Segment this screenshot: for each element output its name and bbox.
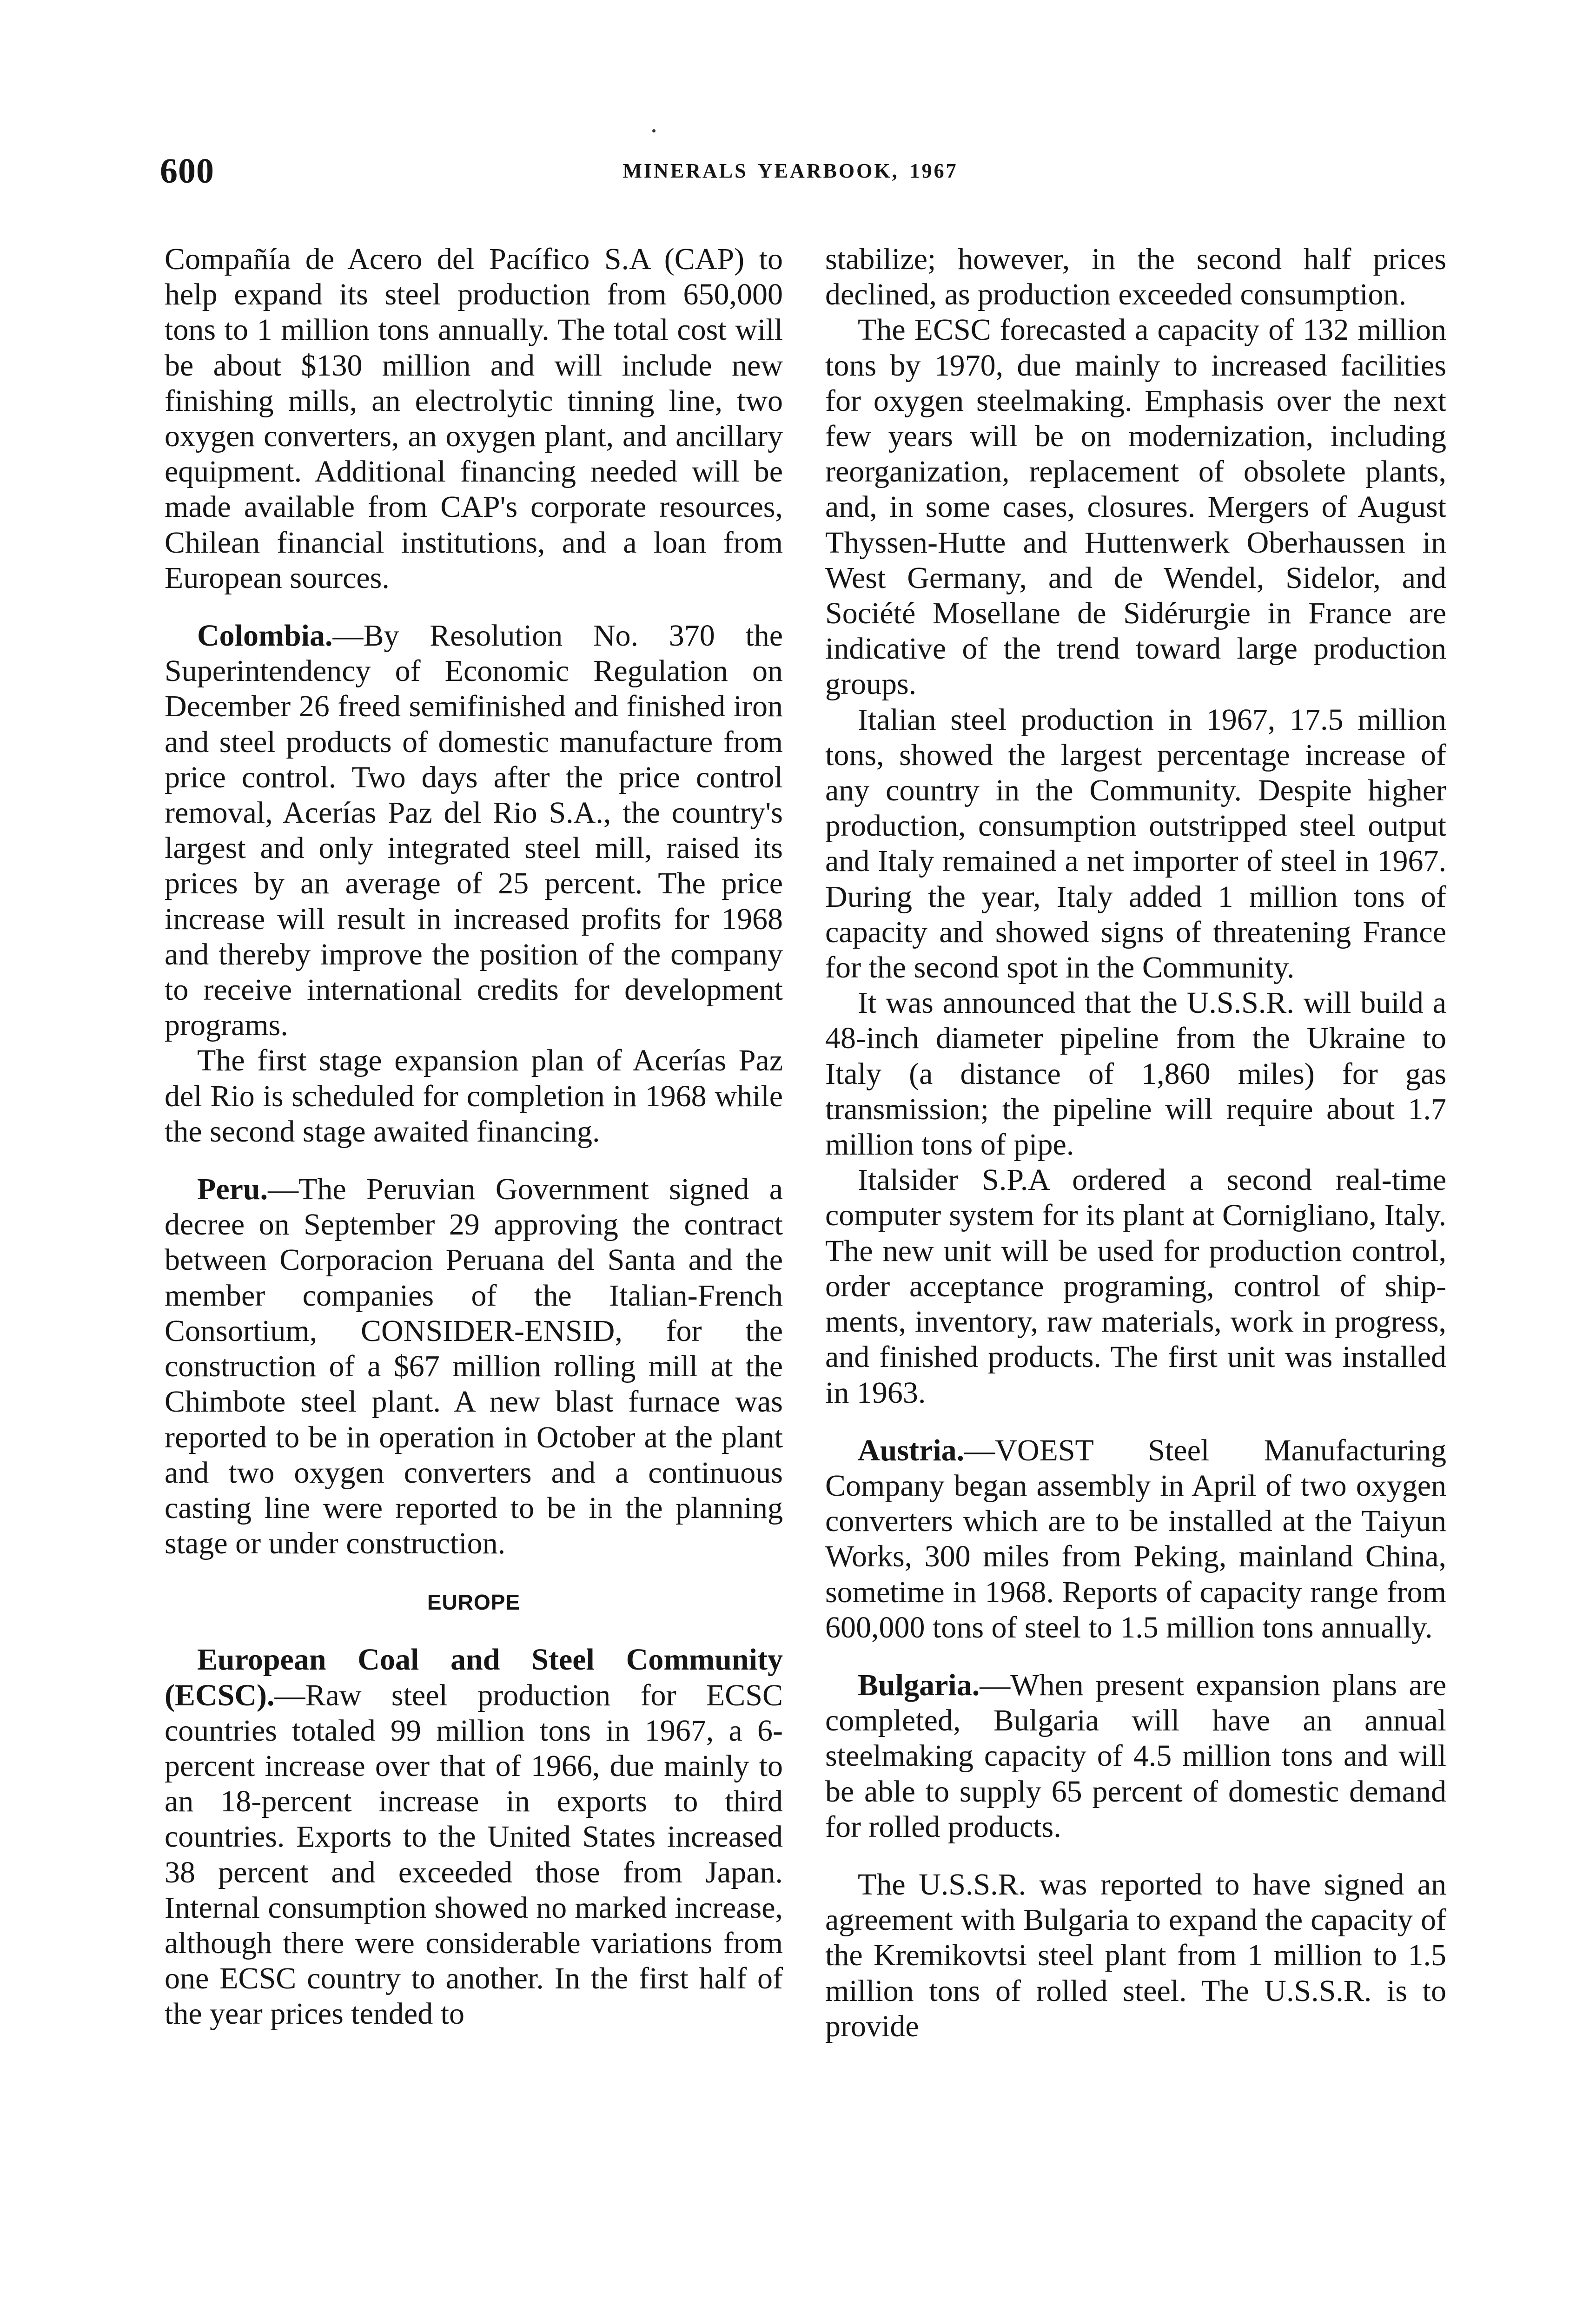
ecsc-paragraph	[165, 1642, 783, 2032]
left-column	[165, 242, 783, 2032]
bulgaria-paragraph	[825, 1668, 1446, 1845]
colombia-paragraph	[165, 618, 783, 1043]
ecsc-lead: European Coal and Steel Community (ECSC).	[165, 1643, 783, 1712]
cap-paragraph: Compañía de Acero del Pacífico S.A (CAP) to help expand its steel production from 650,000 tons to 1 million tons annually. The total cost will be about $130 million and will include new finishing mills, an electrolytic tinning line, two oxygen converters, an oxygen plant, and ancillary equipment. Additional financing needed will be made available from CAP's corporate resources, Chilean financial institutions, and a loan from European sources.	[165, 242, 783, 595]
running-title: MINERALS YEARBOOK, 1967	[623, 159, 958, 182]
pipeline-paragraph: It was announced that the U.S.S.R. will build a 48-inch diameter pipeline from the Ukraine to Italy (a distance of 1,860 miles) for gas transmission; the pipeline will require about 1.7 million tons of pipe.	[825, 986, 1446, 1162]
bulgaria-lead: Bulgaria.	[858, 1668, 980, 1702]
ecsc-text: —Raw steel production for ECSC countries totaled 99 million tons in 1967, a 6-percent increase over that of 1966, due mainly to an 18-percent increase in exports to third countries. Exports to the United States increased 38 percent and exceeded those from Japan. Internal consumption showed no marked increase, although there were considerable variations from one ECSC country to another. In the first half of the year prices tended to	[165, 1678, 783, 2031]
europe-heading: EUROPE	[427, 1590, 521, 1615]
italy-paragraph: Italian steel production in 1967, 17.5 million tons, showed the largest percentage increase of any country in the Community. Despite higher production, consumption outstripped steel output and Italy remained a net importer of steel in 1967. During the year, Italy added 1 million tons of capacity and showed signs of threatening France for the second spot in the Community.	[825, 702, 1446, 985]
right-column	[825, 242, 1446, 2044]
acerias-paragraph: The first stage expansion plan of Acerías Paz del Rio is scheduled for completion in 1968 while the second stage awaited financing.	[165, 1043, 783, 1149]
peru-paragraph	[165, 1172, 783, 1561]
ussr-paragraph: The U.S.S.R. was reported to have signed an agreement with Bulgaria to expand the capacity of the Kremikovtsi steel plant from 1 million to 1.5 million tons of rolled steel. The U.S.S.R. is to provide	[825, 1867, 1446, 2043]
italsider-paragraph: Italsider S.P.A ordered a second real-time computer system for its plant at Cornigliano, Italy. The new unit will be used for production control, order acceptance programing, control of shipments, inventory, raw materials, work in progress, and finished products. The first unit was installed in 1963.	[825, 1163, 1446, 1410]
colombia-lead: Colombia.	[197, 619, 333, 653]
austria-paragraph	[825, 1433, 1446, 1645]
colombia-text: —By Resolution No. 370 the Superintendency of Economic Regulation on December 26 freed semifinished and finished iron and steel products of domestic manufacture from price control. Two days after the price control removal, Acerías Paz del Rio S.A., the country's largest and only integrated steel mill, raised its prices by an average of 25 percent. The price increase will result in increased profits for 1968 and thereby improve the position of the company to receive international credits for development programs.	[165, 619, 783, 1043]
page-number: 600	[160, 152, 214, 191]
austria-lead: Austria.	[858, 1433, 965, 1467]
ecsc-forecast-paragraph: The ECSC forecasted a capacity of 132 million tons by 1970, due mainly to increased facilities for oxygen steelmaking. Emphasis over the next few years will be on modernization, including reorganization, replacement of obsolete plants, and, in some cases, closures. Mergers of August Thyssen-Hutte and Huttenwerk Oberhaussen in West Germany, and de Wendel, Sidelor, and Société Mosellane de Sidérurgie in France are indicative of the trend toward large production groups.	[825, 313, 1446, 701]
peru-lead: Peru.	[197, 1172, 268, 1207]
scan-speck	[652, 129, 656, 132]
ecsc-continued-paragraph: stabilize; however, in the second half prices declined, as production exceeded consumption.	[825, 242, 1446, 312]
bulgaria-text: —When present expansion plans are completed, Bulgaria will have an annual steelmaking capacity of 4.5 million tons and will be able to supply 65 percent of domestic demand for rolled products.	[825, 1668, 1446, 1844]
peru-text: —The Peruvian Government signed a decree on September 29 approving the contract between Corporacion Peruana del Santa and the member companies of the Italian-French Consortium, CONSIDER-ENSID, for the construction of a $67 million rolling mill at the Chimbote steel plant. A new blast furnace was reported to be in operation in October at the plant and two oxygen converters and a continuous casting line were reported to be in the planning stage or under construction.	[165, 1172, 783, 1561]
austria-text: —VOEST Steel Manufacturing Company began assembly in April of two oxygen converters which are to be installed at the Taiyun Works, 300 miles from Peking, mainland China, sometime in 1968. Reports of capacity range from 600,000 tons of steel to 1.5 million tons annually.	[825, 1433, 1446, 1644]
